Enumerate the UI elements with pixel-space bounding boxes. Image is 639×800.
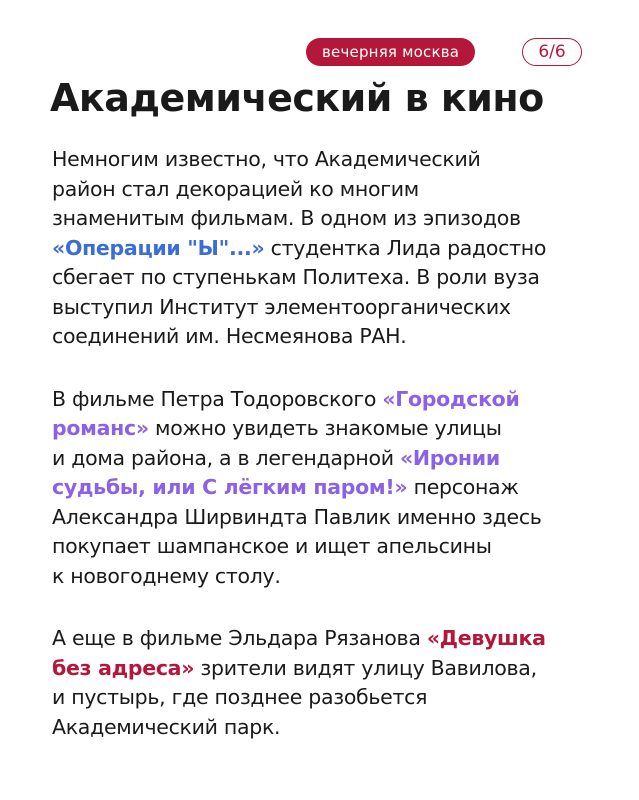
text-line — [52, 562, 612, 592]
text-segment: персонаж — [407, 475, 519, 499]
page-counter: 6/6 — [522, 38, 582, 66]
film-title: «Девушка — [426, 626, 546, 650]
text-segment: Немногим известно, что Академический — [52, 147, 481, 171]
page-title: Академический в кино — [50, 76, 544, 120]
text-segment: студентка Лида радостно — [264, 235, 547, 260]
text-segment: Академический парк. — [52, 714, 281, 739]
text-segment: сбегает по ступенькам Политеха. В роли вуза — [52, 265, 540, 289]
paragraph — [52, 385, 612, 592]
text-line — [52, 234, 612, 264]
text-segment: зрители видят улицу Вавилова, — [194, 655, 537, 680]
film-title: романс» — [52, 416, 149, 440]
text-line — [52, 624, 612, 654]
text-segment: знаменитым фильмам. В одном из эпизодов — [52, 206, 521, 230]
text-line — [52, 444, 612, 474]
film-title: «Иронии — [399, 445, 500, 470]
text-segment: выступил Институт элементоорганических — [52, 294, 511, 319]
text-line — [52, 503, 612, 533]
text-segment: В фильме Петра Тодоровского — [52, 386, 383, 411]
text-line — [52, 414, 612, 444]
text-segment: покупает шампанское и ищет апельсины — [52, 534, 492, 558]
film-title: судьбы, или С лёгким паром!» — [52, 475, 408, 499]
text-line — [52, 654, 612, 684]
text-line — [52, 175, 612, 205]
text-line — [52, 473, 612, 503]
text-segment: Александра Ширвиндта Павлик именно здесь — [52, 504, 542, 529]
text-line — [52, 385, 612, 415]
text-line — [52, 204, 612, 234]
text-line — [52, 532, 612, 562]
text-segment: район стал декорацией ко многим — [52, 176, 419, 201]
brand-badge: вечерняя москва — [306, 38, 475, 66]
text-segment: и дома района, а в легендарной — [52, 445, 400, 470]
text-line — [52, 713, 612, 743]
text-segment: можно увидеть знакомые улицы — [148, 416, 502, 440]
text-segment: и пустырь, где позднее разобьется — [52, 685, 428, 709]
text-line — [52, 145, 612, 175]
film-title: без адреса» — [52, 655, 195, 680]
text-segment: к новогоднему столу. — [52, 563, 281, 588]
text-segment: соединений им. Несмеянова РАН. — [52, 324, 407, 348]
text-line — [52, 683, 612, 713]
film-title: «Операции "Ы"...» — [52, 235, 265, 260]
text-line — [52, 293, 612, 323]
paragraph — [52, 624, 612, 742]
text-line — [52, 322, 612, 352]
article-body — [52, 145, 612, 775]
text-segment: А еще в фильме Эльдара Рязанова — [52, 626, 427, 650]
text-line — [52, 263, 612, 293]
film-title: «Городской — [382, 386, 520, 411]
paragraph — [52, 145, 612, 352]
